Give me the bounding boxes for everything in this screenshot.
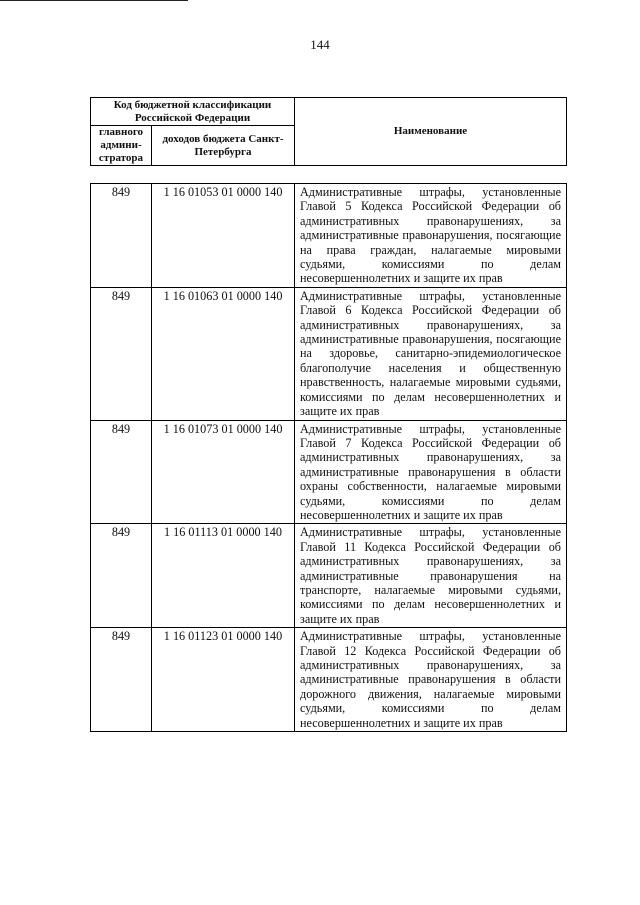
row-income-code: 1 16 01123 01 0000 140 [152, 628, 295, 732]
row-income-code: 1 16 01073 01 0000 140 [152, 420, 295, 524]
row-admin-code: 849 [91, 184, 152, 288]
row-name: Административные штрафы, установленные Главой 7 Кодекса Российской Федерации об административных правонарушениях, за административные правонарушения в области охраны собственности, налагаемые мировыми судьями, комиссиями по делам несовершеннолетних и защите их прав [295, 420, 567, 524]
row-admin-code: 849 [91, 420, 152, 524]
header-name: Наименование [295, 98, 567, 166]
row-income-code: 1 16 01113 01 0000 140 [152, 524, 295, 628]
row-name: Административные штрафы, установленные Главой 12 Кодекса Российской Федерации об административных правонарушениях, за административные правонарушения в области дорожного движения, налагаемые мировыми судьями, комиссиями по делам несовершеннолетних и защите их прав [295, 628, 567, 732]
row-admin-code: 849 [91, 524, 152, 628]
scan-edge-line [0, 0, 188, 1]
row-income-code: 1 16 01053 01 0000 140 [152, 184, 295, 288]
table-row [91, 420, 567, 524]
table-row [91, 287, 567, 420]
table-row [91, 524, 567, 628]
row-name: Административные штрафы, установленные Главой 11 Кодекса Российской Федерации об административных правонарушениях, за административные правонарушения на транспорте, налагаемые мировыми судьями, комиссиями по делам несовершеннолетних и защите их прав [295, 524, 567, 628]
row-name: Административные штрафы, установленные Главой 5 Кодекса Российской Федерации об административных правонарушениях, за административные правонарушения, посягающие на права граждан, налагаемые мировыми судьями, комиссиями по делам несовершеннолетних и защите их прав [295, 184, 567, 288]
row-admin-code: 849 [91, 628, 152, 732]
income-table [90, 183, 567, 732]
header-budget-code-group: Код бюджетной классификации Российской Федерации [91, 98, 295, 126]
table-header [90, 97, 567, 166]
page-number: 144 [310, 37, 330, 52]
row-income-code: 1 16 01063 01 0000 140 [152, 287, 295, 420]
table-row [91, 184, 567, 288]
row-admin-code: 849 [91, 287, 152, 420]
table-row [91, 628, 567, 732]
row-name: Административные штрафы, установленные Главой 6 Кодекса Российской Федерации об административных правонарушениях, за административные правонарушения, посягающие на здоровье, санитарно-эпидемиологическое благополучие населения и общественную нравственность, налагаемые мировыми судьями, комиссиями по делам несовершеннолетних и защите их прав [295, 287, 567, 420]
header-income-code: доходов бюджета Санкт-Петербурга [152, 126, 295, 166]
header-chief-administrator: главного админи-стратора [91, 126, 152, 166]
